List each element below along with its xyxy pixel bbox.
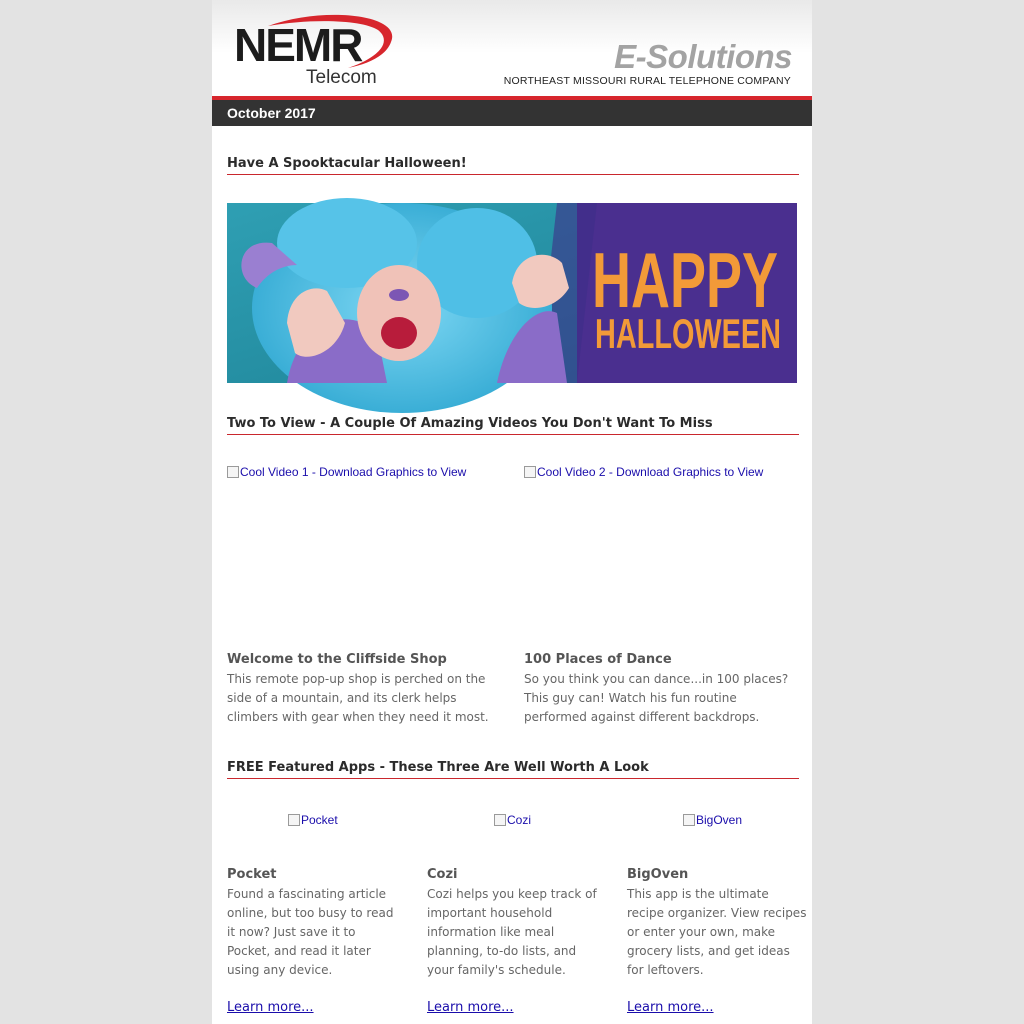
video-1-image-link[interactable]: Cool Video 1 - Download Graphics to View (227, 465, 466, 479)
newsletter-page (212, 0, 812, 1024)
issue-date: October 2017 (227, 105, 316, 121)
app-cozi-learn-more-link[interactable]: Learn more... (427, 1000, 514, 1015)
newsletter-header (212, 0, 812, 97)
app-bigoven-description: This app is the ultimate recipe organizer. View recipes or enter your own, make grocery lists, and get ideas for leftovers. (627, 887, 807, 977)
company-name: NORTHEAST MISSOURI RURAL TELEPHONE COMPANY (503, 75, 791, 87)
logo-main-text: NEMR (234, 19, 362, 71)
broken-image-icon (524, 466, 536, 478)
broken-image-icon (683, 814, 695, 826)
section-title-videos: Two To View - A Couple Of Amazing Videos You Don't Want To Miss (227, 416, 799, 435)
video-2-image-link[interactable]: Cool Video 2 - Download Graphics to View (524, 465, 763, 479)
section-title-apps: FREE Featured Apps - These Three Are Well Worth A Look (227, 760, 799, 779)
broken-image-icon (227, 466, 239, 478)
app-cozi-image-link[interactable]: Cozi (494, 813, 531, 827)
app-bigoven-title: BigOven (627, 867, 689, 882)
app-bigoven-learn-more-link[interactable]: Learn more... (627, 1000, 714, 1015)
banner-line-2: HALLOWEEN (595, 310, 781, 357)
broken-image-icon (288, 814, 300, 826)
video-1-title: Welcome to the Cliffside Shop (227, 652, 447, 667)
video-1-description: This remote pop-up shop is perched on the side of a mountain, and its clerk helps climbers with gear when they need it most. (227, 672, 489, 724)
section-title-halloween: Have A Spooktacular Halloween! (227, 156, 799, 175)
brand-title: E-Solutions (614, 38, 792, 75)
app-bigoven-image-link[interactable]: BigOven (683, 813, 742, 827)
app-pocket-description: Found a fascinating article online, but too busy to read it now? Just save it to Pocket, and read it later using any device. (227, 887, 394, 977)
halloween-banner[interactable] (227, 203, 797, 383)
app-pocket-learn-more-link[interactable]: Learn more... (227, 1000, 314, 1015)
banner-line-1: HAPPY (592, 236, 778, 324)
app-pocket-title: Pocket (227, 867, 277, 882)
video-2-description: So you think you can dance...in 100 places? This guy can! Watch his fun routine performed against different backdrops. (524, 672, 789, 724)
video-2-title: 100 Places of Dance (524, 652, 672, 667)
app-cozi-description: Cozi helps you keep track of important household information like meal planning, to-do lists, and your family's schedule. (427, 887, 597, 977)
app-pocket-image-link[interactable]: Pocket (288, 813, 338, 827)
broken-image-icon (494, 814, 506, 826)
logo-sub-text: Telecom (306, 67, 377, 88)
banner-text (577, 203, 797, 383)
date-bar (212, 100, 812, 126)
app-cozi-title: Cozi (427, 867, 458, 882)
